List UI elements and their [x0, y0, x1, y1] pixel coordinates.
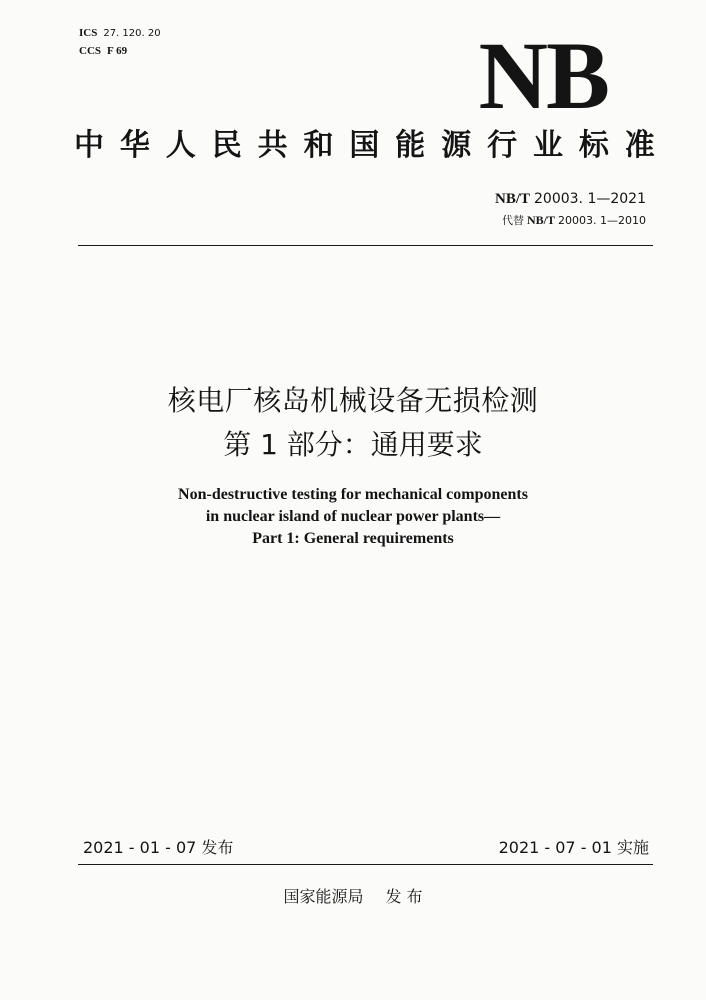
issue-date: 2021 - 01 - 07 发布: [83, 838, 234, 857]
standard-number-value: 20003. 1—2021: [534, 191, 646, 207]
nb-logo: NB: [478, 22, 608, 129]
ccs-code: F 69: [107, 45, 128, 57]
standard-category-title: 中华人民共和国能源行业标准: [74, 128, 671, 163]
replaces-prefix: NB/T: [527, 213, 556, 227]
english-title-line-1: Non-destructive testing for mechanical components: [178, 486, 528, 503]
ccs-label: CCS: [79, 45, 102, 57]
issue-action: 发 布: [385, 887, 423, 906]
ics-code: 27. 120. 20: [103, 28, 161, 39]
english-title-line-2: in nuclear island of nuclear power plants—: [205, 508, 501, 525]
ics-label: ICS: [79, 27, 98, 39]
chinese-title-line-1: 核电厂核岛机械设备无损检测: [167, 384, 539, 417]
english-title-line-3: Part 1: General requirements: [252, 530, 454, 547]
ics-classification: [79, 27, 161, 40]
chinese-title-line-2: 第 1 部分：通用要求: [223, 428, 483, 461]
ccs-classification: [79, 45, 127, 58]
issuing-organization: 国家能源局: [283, 887, 364, 906]
top-divider: [78, 245, 653, 246]
replaces-label: 代替: [502, 214, 524, 227]
replaces-standard: [502, 213, 646, 228]
implementation-date: 2021 - 07 - 01 实施: [498, 838, 649, 857]
standard-number: [495, 190, 646, 208]
bottom-divider: [78, 864, 653, 865]
issuer-line: [0, 887, 706, 907]
standard-number-prefix: NB/T: [495, 191, 531, 207]
replaces-number: 20003. 1—2010: [558, 214, 646, 227]
